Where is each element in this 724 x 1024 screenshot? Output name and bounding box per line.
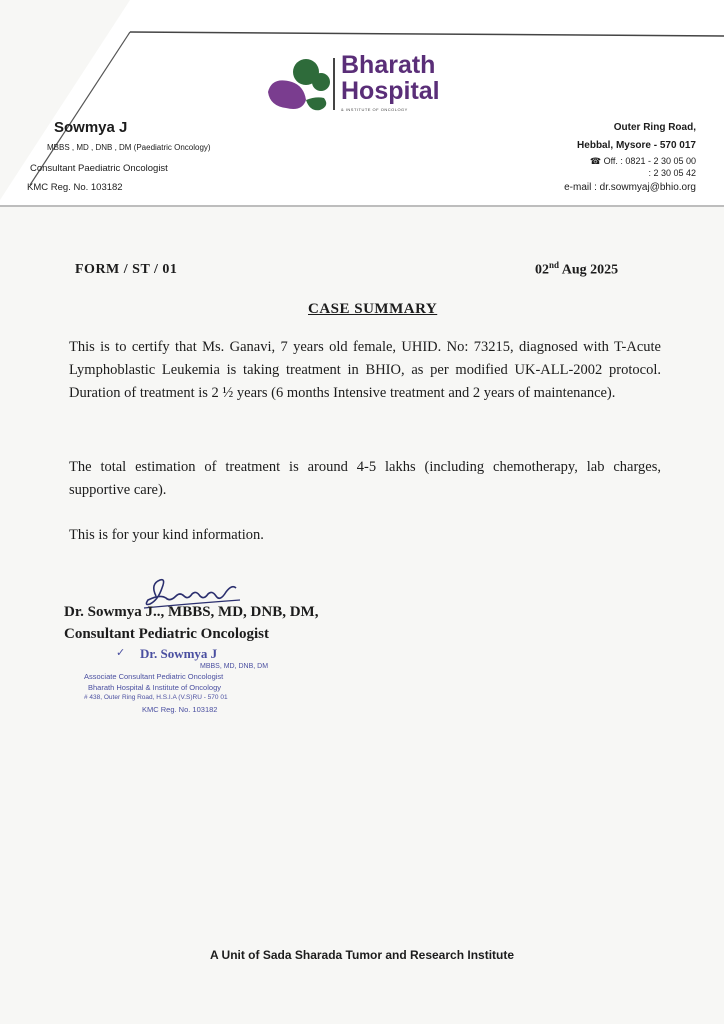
hospital-subtitle: & INSTITUTE OF ONCOLOGY — [341, 107, 408, 112]
stamp-hospital: Bharath Hospital & Institute of Oncology — [88, 683, 221, 692]
document-title: CASE SUMMARY — [308, 301, 438, 317]
email-address: e-mail : dr.sowmyaj@bhio.org — [564, 182, 696, 193]
doctor-qualifications: MBBS , MD , DNB , DM (Paediatric Oncology) — [47, 143, 211, 152]
stamp-registration: KMC Reg. No. 103182 — [142, 705, 218, 714]
stamp-qualifications: MBBS, MD, DNB, DM — [200, 663, 269, 670]
signatory-title: Consultant Pediatric Oncologist — [64, 626, 269, 642]
doctor-role: Consultant Paediatric Oncologist — [30, 163, 168, 174]
address-line1: Outer Ring Road, — [613, 122, 696, 133]
phone-line1: ☎ Off. : 0821 - 2 30 05 00 — [589, 156, 696, 166]
hospital-name-line2: Hospital — [341, 77, 440, 105]
paragraph-closing: This is for your kind information. — [69, 527, 264, 543]
letterhead — [0, 0, 724, 207]
hospital-address — [564, 119, 696, 197]
hospital-name-line1: Bharath — [341, 51, 436, 79]
doctor-name: Sowmya J — [54, 119, 128, 136]
doctor-stamp — [80, 644, 320, 734]
signatory-name: Dr. Sowmya J.., MBBS, MD, DNB, DM, — [64, 604, 319, 620]
stamp-mark: ✓ — [116, 647, 126, 659]
footer-text: A Unit of Sada Sharada Tumor and Research Institute — [209, 948, 515, 962]
document-date — [535, 260, 618, 279]
hospital-name — [341, 52, 440, 104]
hospital-logo-icon — [258, 56, 338, 114]
kmc-registration: KMC Reg. No. 103182 — [27, 182, 123, 193]
stamp-address: # 438, Outer Ring Road, H.S.I.A (V.S)RU - 570 01 — [84, 694, 228, 701]
date-day: 02 — [535, 262, 549, 278]
form-reference: FORM / ST / 01 — [75, 262, 178, 277]
logo-divider — [333, 58, 335, 110]
stamp-designation: Associate Consultant Pediatric Oncologist — [84, 672, 224, 681]
paragraph-certification: This is to certify that Ms. Ganavi, 7 years old female, UHID. No: 73215, diagnosed with T-Acute Lymphoblastic Leukemia is taking treatment in BHIO, as per modified UK-ALL-2002 protocol. Duration of treatment is 2 ½ years (6 months Intensive treatment and 2 years of maintenance). — [69, 339, 661, 401]
paragraph-estimation: The total estimation of treatment is around 4-5 lakhs (including chemotherapy, lab charges, supportive care). — [69, 459, 661, 498]
phone-line2: : 2 30 05 42 — [648, 168, 696, 178]
address-line2: Hebbal, Mysore - 570 017 — [577, 140, 696, 151]
date-rest: Aug 2025 — [559, 262, 619, 278]
date-suffix: nd — [549, 260, 560, 270]
stamp-name: Dr. Sowmya J — [140, 646, 218, 661]
